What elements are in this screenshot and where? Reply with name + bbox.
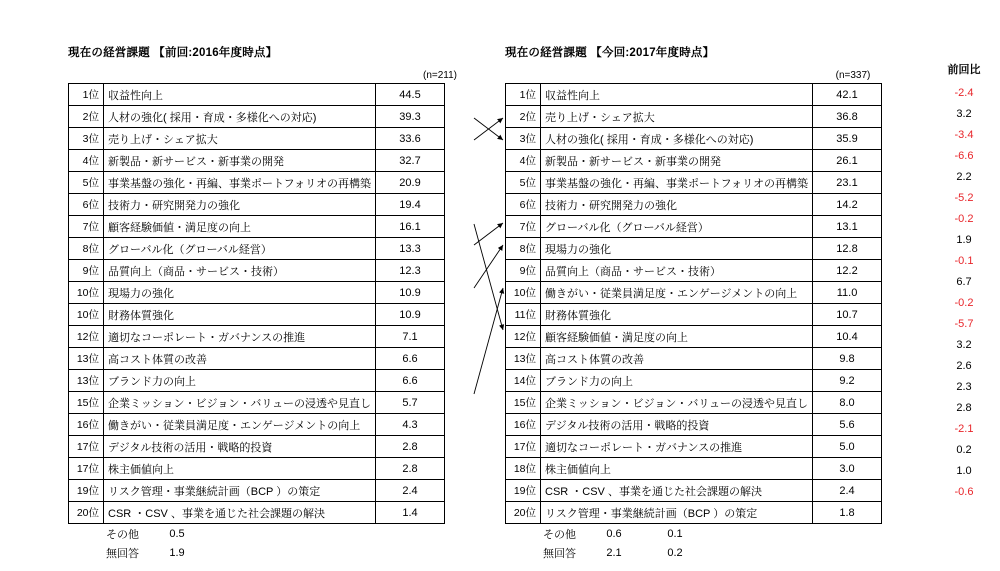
tail-row [505,524,702,543]
table-row [69,216,445,238]
issue-label-cell: 企業ミッション・ビジョン・バリューの浸透や見直し [104,392,376,414]
rank-cell: 17位 [69,458,104,480]
issue-label-cell: 技術力・研究開発力の強化 [541,194,813,216]
rank-cell: 7位 [506,216,541,238]
table-row [69,480,445,502]
tail-label-cell: 無回答 [543,547,576,560]
issue-label-cell: ブランド力の向上 [104,370,376,392]
rank-cell: 10位 [69,304,104,326]
current-year-table-body [506,84,882,524]
percentage-cell: 12.3 [376,260,445,282]
current-year-title: 現在の経営課題 【今回:2017年度時点】 [505,47,715,59]
issue-label-cell: 現場力の強化 [541,238,813,260]
previous-year-sample-size: (n=211) [422,70,457,81]
percentage-cell: 19.4 [376,194,445,216]
rank-cell: 5位 [506,172,541,194]
percentage-cell: 10.7 [813,304,882,326]
table-row [506,326,882,348]
diff-value: -0.2 [954,297,974,309]
tail-diff-cell: 0.2 [667,546,683,559]
percentage-cell: 20.9 [376,172,445,194]
issue-label-cell: CSR ・CSV 、事業を通じた社会課題の解決 [104,502,376,524]
issue-label-cell: 適切なコーポレート・ガバナンスの推進 [541,436,813,458]
rank-cell: 6位 [506,194,541,216]
rank-cell: 13位 [69,348,104,370]
tail-percentage-cell: 0.5 [169,527,185,540]
rank-cell: 15位 [506,392,541,414]
percentage-cell: 1.4 [376,502,445,524]
percentage-cell: 42.1 [813,84,882,106]
current-year-sample-size: (n=337) [835,70,871,81]
issue-label-cell: 売り上げ・シェア拡大 [541,106,813,128]
rank-cell: 14位 [506,370,541,392]
rank-cell: 8位 [506,238,541,260]
issue-label-cell: 品質向上（商品・サービス・技術） [104,260,376,282]
table-row [69,128,445,150]
rank-cell: 10位 [69,282,104,304]
diff-value: 1.0 [956,465,972,477]
percentage-cell: 2.8 [376,458,445,480]
percentage-cell: 11.0 [813,282,882,304]
diff-value: -5.2 [954,192,974,204]
table-row [506,238,882,260]
table-row [69,436,445,458]
issue-label-cell: デジタル技術の活用・戦略的投資 [104,436,376,458]
issue-label-cell: 顧客経験価値・満足度の向上 [104,216,376,238]
percentage-cell: 5.0 [813,436,882,458]
percentage-cell: 4.3 [376,414,445,436]
table-row [506,348,882,370]
tail-spacer [505,543,539,562]
issue-label-cell: 財務体質強化 [104,304,376,326]
table-row [506,458,882,480]
diff-value: 3.2 [956,339,972,351]
tail-row [505,543,702,562]
table-row [506,304,882,326]
table-row [69,502,445,524]
percentage-cell: 5.7 [376,392,445,414]
issue-label-cell: 顧客経験価値・満足度の向上 [541,326,813,348]
table-row [69,150,445,172]
table-row [69,326,445,348]
table-row [69,282,445,304]
rank-cell: 3位 [506,128,541,150]
percentage-cell: 10.9 [376,304,445,326]
diff-value: -3.4 [954,129,974,141]
tail-label-cell: その他 [106,528,139,541]
rank-cell: 5位 [69,172,104,194]
previous-year-tail-table [68,524,211,562]
rank-cell: 11位 [506,304,541,326]
tail-row [68,543,211,562]
percentage-cell: 12.2 [813,260,882,282]
percentage-cell: 33.6 [376,128,445,150]
table-row [506,392,882,414]
issue-label-cell: 新製品・新サービス・新事業の開発 [541,150,813,172]
tail-spacer [68,543,102,562]
issue-label-cell: 収益性向上 [541,84,813,106]
percentage-cell: 12.8 [813,238,882,260]
percentage-cell: 35.9 [813,128,882,150]
diff-value: -0.6 [954,486,974,498]
diff-column [938,63,990,503]
percentage-cell: 2.4 [376,480,445,502]
current-year-sample-size-row [505,67,932,81]
diff-value: 2.6 [956,360,972,372]
diff-value: -0.1 [954,255,974,267]
issue-label-cell: 技術力・研究開発力の強化 [104,194,376,216]
percentage-cell: 6.6 [376,370,445,392]
issue-label-cell: 株主価値向上 [541,458,813,480]
current-year-table [505,83,882,524]
table-row [69,106,445,128]
percentage-cell: 2.4 [813,480,882,502]
issue-label-cell: 人材の強化( 採用・育成・多様化への対応) [541,128,813,150]
diff-value: 0.2 [956,444,972,456]
rank-cell: 6位 [69,194,104,216]
table-row [69,392,445,414]
issue-label-cell: 品質向上（商品・サービス・技術） [541,260,813,282]
table-row [506,216,882,238]
tail-spacer [505,524,539,543]
previous-year-title: 現在の経営課題 【前回:2016年度時点】 [68,47,278,59]
table-row [506,84,882,106]
percentage-cell: 36.8 [813,106,882,128]
rank-cell: 18位 [506,458,541,480]
issue-label-cell: 適切なコーポレート・ガバナンスの推進 [104,326,376,348]
percentage-cell: 10.4 [813,326,882,348]
rank-cell: 16位 [69,414,104,436]
issue-label-cell: 企業ミッション・ビジョン・バリューの浸透や見直し [541,392,813,414]
diff-value: 6.7 [956,276,972,288]
rank-cell: 19位 [69,480,104,502]
issue-label-cell: 事業基盤の強化・再編、事業ポートフォリオの再構築 [541,172,813,194]
rank-cell: 1位 [506,84,541,106]
issue-label-cell: 働きがい・従業員満足度・エンゲージメントの向上 [541,282,813,304]
table-row [506,480,882,502]
percentage-cell: 1.8 [813,502,882,524]
rank-cell: 13位 [506,348,541,370]
rank-cell: 13位 [69,370,104,392]
table-row [69,238,445,260]
issue-label-cell: CSR ・CSV 、事業を通じた社会課題の解決 [541,480,813,502]
table-row [69,84,445,106]
issue-label-cell: 株主価値向上 [104,458,376,480]
issue-label-cell: 財務体質強化 [541,304,813,326]
percentage-cell: 2.8 [376,436,445,458]
rank-cell: 9位 [69,260,104,282]
table-row [506,502,882,524]
current-year-panel [505,44,932,562]
table-row [69,172,445,194]
percentage-cell: 8.0 [813,392,882,414]
diff-values-list [938,83,990,503]
issue-label-cell: 事業基盤の強化・再編、事業ポートフォリオの再構築 [104,172,376,194]
tail-diff-cell: 0.1 [667,527,683,540]
table-row [69,414,445,436]
tail-spacer [68,524,102,543]
rank-cell: 12位 [69,326,104,348]
diff-value: 2.3 [956,381,972,393]
percentage-cell: 16.1 [376,216,445,238]
rank-cell: 7位 [69,216,104,238]
table-row [69,304,445,326]
previous-year-table-body [69,84,445,524]
rank-cell: 17位 [69,436,104,458]
current-year-tail-body [505,524,702,562]
issue-label-cell: 人材の強化( 採用・育成・多様化への対応) [104,106,376,128]
current-year-tail-table [505,524,702,562]
tail-percentage-cell: 1.9 [169,546,185,559]
rank-cell: 8位 [69,238,104,260]
percentage-cell: 44.5 [376,84,445,106]
rank-cell: 4位 [506,150,541,172]
diff-value: 2.8 [956,402,972,414]
tail-label-cell: 無回答 [106,547,139,560]
percentage-cell: 5.6 [813,414,882,436]
previous-year-panel [68,44,473,562]
table-row [506,194,882,216]
rank-cell: 2位 [69,106,104,128]
diff-value: 2.2 [956,171,972,183]
table-row [69,458,445,480]
diff-value: -2.4 [954,87,974,99]
table-row [506,436,882,458]
percentage-cell: 3.0 [813,458,882,480]
percentage-cell: 26.1 [813,150,882,172]
tail-percentage-cell: 0.6 [606,527,622,540]
issue-label-cell: 高コスト体質の改善 [541,348,813,370]
tail-row [68,524,211,543]
rank-cell: 9位 [506,260,541,282]
tail-label-cell: その他 [543,528,576,541]
diff-value: -2.1 [954,423,974,435]
issue-label-cell: グローバル化（グローバル経営） [104,238,376,260]
issue-label-cell: 新製品・新サービス・新事業の開発 [104,150,376,172]
table-row [506,150,882,172]
diff-header-label: 前回比 [947,64,981,76]
percentage-cell: 6.6 [376,348,445,370]
tail-percentage-cell: 2.1 [606,546,622,559]
table-row [506,260,882,282]
rank-cell: 12位 [506,326,541,348]
percentage-cell: 13.3 [376,238,445,260]
rank-cell: 16位 [506,414,541,436]
percentage-cell: 23.1 [813,172,882,194]
issue-label-cell: 高コスト体質の改善 [104,348,376,370]
rank-cell: 10位 [506,282,541,304]
table-row [506,414,882,436]
table-row [506,128,882,150]
previous-year-tail-body [68,524,211,562]
issue-label-cell: ブランド力の向上 [541,370,813,392]
table-row [506,106,882,128]
issue-label-cell: 収益性向上 [104,84,376,106]
percentage-cell: 7.1 [376,326,445,348]
diff-value: -0.2 [954,213,974,225]
percentage-cell: 14.2 [813,194,882,216]
rank-cell: 15位 [69,392,104,414]
table-row [506,282,882,304]
percentage-cell: 13.1 [813,216,882,238]
percentage-cell: 9.8 [813,348,882,370]
percentage-cell: 39.3 [376,106,445,128]
issue-label-cell: リスク管理・事業継続計画（BCP ）の策定 [541,502,813,524]
percentage-cell: 10.9 [376,282,445,304]
diff-value: 1.9 [956,234,972,246]
rank-cell: 20位 [506,502,541,524]
rank-cell: 4位 [69,150,104,172]
table-row [506,172,882,194]
rank-cell: 2位 [506,106,541,128]
table-row [69,348,445,370]
issue-label-cell: 現場力の強化 [104,282,376,304]
previous-year-table [68,83,445,524]
previous-year-sample-size-row [68,67,473,81]
percentage-cell: 32.7 [376,150,445,172]
table-row [69,260,445,282]
table-row [506,370,882,392]
issue-label-cell: グローバル化（グローバル経営） [541,216,813,238]
rank-cell: 19位 [506,480,541,502]
issue-label-cell: デジタル技術の活用・戦略的投資 [541,414,813,436]
diff-value: 3.2 [956,108,972,120]
issue-label-cell: リスク管理・事業継続計画（BCP ）の策定 [104,480,376,502]
table-row [69,370,445,392]
rank-cell: 20位 [69,502,104,524]
diff-value: -6.6 [954,150,974,162]
rank-cell: 17位 [506,436,541,458]
diff-value: -5.7 [954,318,974,330]
table-row [69,194,445,216]
issue-label-cell: 売り上げ・シェア拡大 [104,128,376,150]
rank-cell: 1位 [69,84,104,106]
rank-cell: 3位 [69,128,104,150]
percentage-cell: 9.2 [813,370,882,392]
issue-label-cell: 働きがい・従業員満足度・エンゲージメントの向上 [104,414,376,436]
